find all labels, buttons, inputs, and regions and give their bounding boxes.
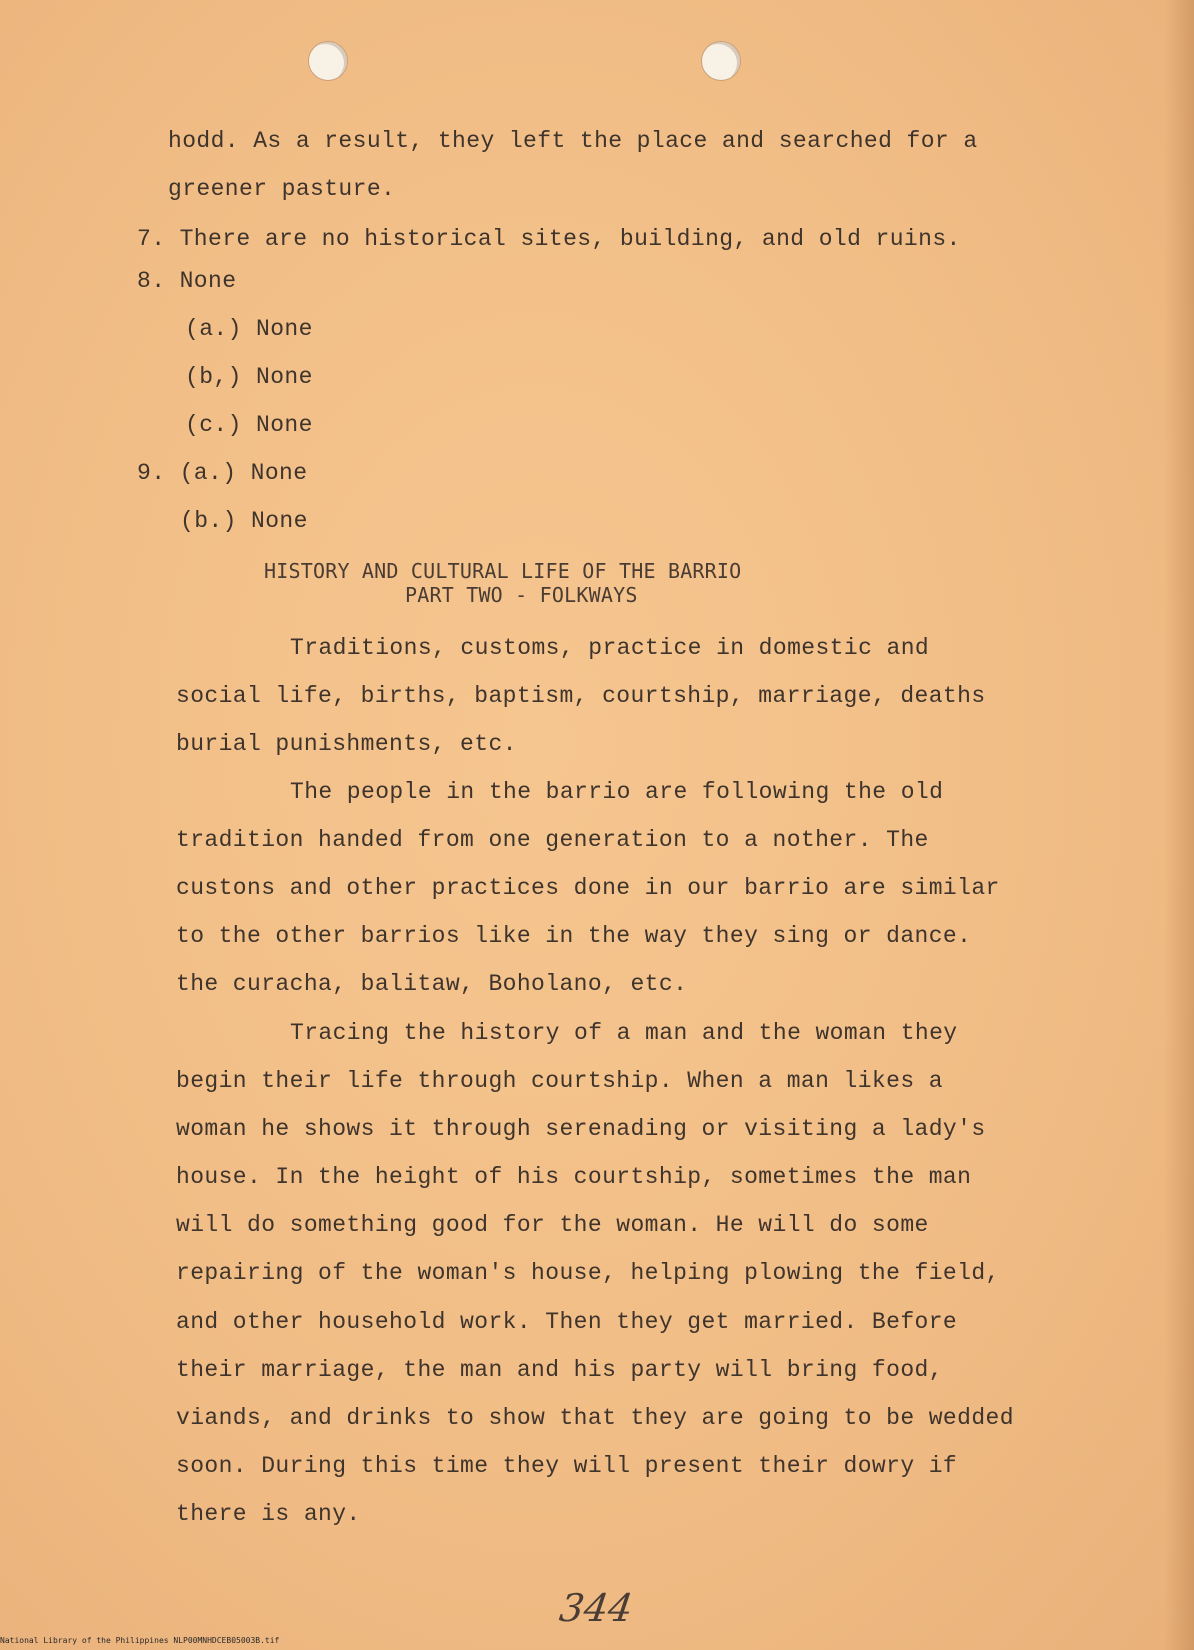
- page-edge-shadow: [1164, 0, 1194, 1650]
- list-item-7: 7. There are no historical sites, building, and old ruins.: [137, 226, 961, 252]
- paragraph-3-line: will do something good for the woman. He will do some: [176, 1212, 929, 1238]
- paragraph-3-line: woman he shows it through serenading or visiting a lady's: [176, 1116, 986, 1142]
- paragraph-3-line: repairing of the woman's house, helping plowing the field,: [176, 1260, 1000, 1286]
- list-subitem-8c: (c.) None: [185, 412, 313, 438]
- paragraph-3-line: their marriage, the man and his party will bring food,: [176, 1357, 943, 1383]
- punch-hole-right: [701, 41, 741, 81]
- paragraph-1-line: Traditions, customs, practice in domestic and: [290, 635, 930, 661]
- paragraph-2-line: the curacha, balitaw, Boholano, etc.: [176, 971, 688, 997]
- section-heading-line1: HISTORY AND CULTURAL LIFE OF THE BARRIO: [264, 559, 742, 583]
- paragraph-3-line: soon. During this time they will present their dowry if: [176, 1453, 958, 1479]
- paragraph-1-line: social life, births, baptism, courtship, marriage, deaths: [176, 683, 986, 709]
- text-line: greener pasture.: [168, 176, 396, 202]
- list-item-9a: 9. (a.) None: [137, 460, 308, 486]
- paragraph-1-line: burial punishments, etc.: [176, 731, 517, 757]
- list-subitem-8a: (a.) None: [185, 316, 313, 342]
- paragraph-2-line: to the other barrios like in the way they sing or dance.: [176, 923, 972, 949]
- text-line: hodd. As a result, they left the place and searched for a: [168, 128, 978, 154]
- paragraph-3-line: there is any.: [176, 1501, 361, 1527]
- list-subitem-8b: (b,) None: [185, 364, 313, 390]
- page-number: 344: [556, 1586, 636, 1630]
- paragraph-2-line: tradition handed from one generation to a nother. The: [176, 827, 929, 853]
- list-subitem-9b: (b.) None: [180, 508, 308, 534]
- paragraph-3-line: begin their life through courtship. When a man likes a: [176, 1068, 943, 1094]
- paragraph-3-line: house. In the height of his courtship, sometimes the man: [176, 1164, 972, 1190]
- paragraph-3-line: and other household work. Then they get married. Before: [176, 1309, 958, 1335]
- paragraph-2-line: The people in the barrio are following the old: [290, 779, 944, 805]
- section-heading-line2: PART TWO - FOLKWAYS: [405, 583, 638, 607]
- list-item-8: 8. None: [137, 268, 237, 294]
- punch-hole-left: [308, 41, 348, 81]
- paragraph-3-line: viands, and drinks to show that they are going to be wedded: [176, 1405, 1014, 1431]
- paragraph-3-line: Tracing the history of a man and the woman they: [290, 1020, 958, 1046]
- archive-footer: National Library of the Philippines NLP00MNHDCEB05003B.tif: [0, 1636, 280, 1645]
- paragraph-2-line: custons and other practices done in our barrio are similar: [176, 875, 1000, 901]
